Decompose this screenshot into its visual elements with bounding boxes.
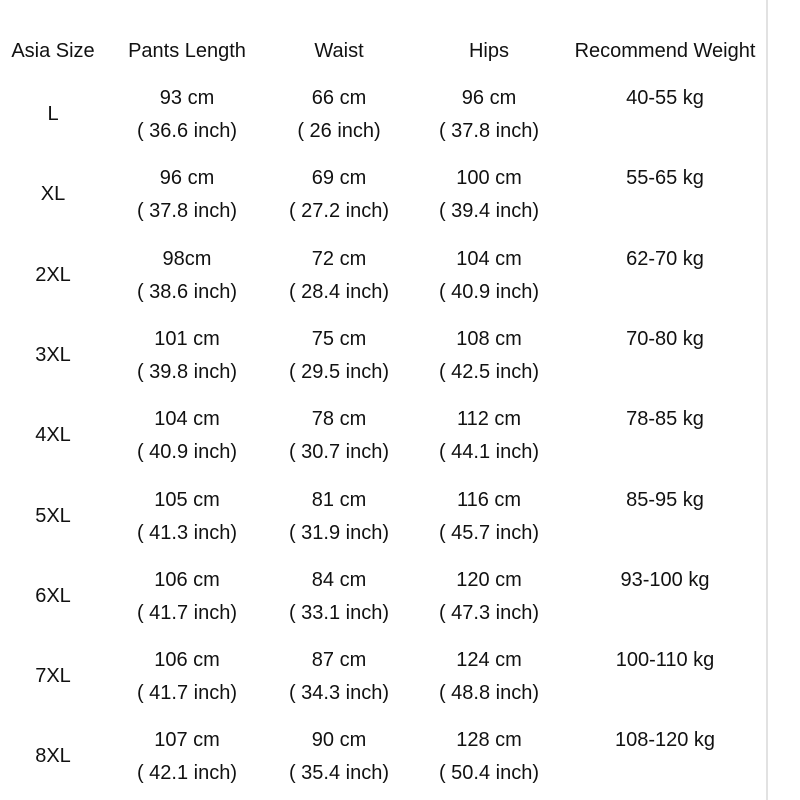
length-cell — [137, 724, 237, 790]
length-inch: ( 41.7 inch) — [136, 601, 238, 624]
waist-cm: 66 cm — [311, 87, 367, 109]
length-cm: 107 cm — [154, 729, 220, 752]
size-label: L — [47, 103, 59, 125]
table-row — [0, 724, 770, 794]
hips-inch: ( 50.4 inch) — [438, 762, 540, 785]
length-cell — [137, 484, 237, 550]
waist-inch: ( 35.4 inch) — [288, 762, 390, 785]
length-inch: ( 42.1 inch) — [136, 762, 238, 785]
header-asia-size: Asia Size — [11, 40, 95, 62]
waist-cell — [289, 403, 389, 469]
table-row — [0, 403, 770, 473]
length-cell — [137, 564, 237, 630]
waist-cell — [289, 323, 389, 389]
hips-cell — [439, 323, 539, 389]
table-row — [0, 243, 770, 313]
length-inch: ( 40.9 inch) — [136, 441, 238, 464]
waist-cell — [289, 564, 389, 630]
hips-inch: ( 40.9 inch) — [438, 280, 540, 303]
length-inch: ( 37.8 inch) — [136, 200, 238, 223]
hips-cm: 112 cm — [456, 408, 522, 431]
size-label: XL — [40, 183, 66, 206]
waist-cell — [289, 724, 389, 790]
waist-cm: 75 cm — [311, 327, 367, 350]
header-recommend-weight: Recommend Weight — [574, 40, 756, 62]
header-pants-length: Pants Length — [128, 40, 246, 62]
length-cm: 93 cm — [159, 87, 215, 109]
size-label: 7XL — [35, 665, 71, 688]
hips-inch: ( 45.7 inch) — [438, 521, 540, 544]
waist-cm: 81 cm — [311, 488, 367, 511]
recommend-weight: 93-100 kg — [620, 568, 710, 591]
recommend-weight: 100-110 kg — [615, 649, 715, 672]
size-label: 6XL — [35, 584, 71, 607]
length-cell — [137, 162, 237, 228]
length-cm: 101 cm — [154, 327, 220, 350]
waist-inch: ( 33.1 inch) — [288, 601, 390, 624]
table-row — [0, 323, 770, 393]
waist-inch: ( 28.4 inch) — [288, 280, 390, 303]
waist-cell — [297, 82, 380, 148]
hips-inch: ( 48.8 inch) — [438, 682, 540, 705]
size-label: 5XL — [35, 504, 71, 527]
hips-cell — [439, 644, 539, 710]
hips-cell — [439, 162, 539, 228]
recommend-weight: 62-70 kg — [626, 247, 704, 270]
hips-cell — [439, 82, 539, 148]
hips-cm: 116 cm — [456, 488, 522, 511]
hips-cell — [439, 724, 539, 790]
hips-cm: 104 cm — [456, 247, 522, 270]
length-cm: 105 cm — [154, 488, 220, 511]
waist-cell — [289, 644, 389, 710]
length-cell — [137, 243, 237, 309]
waist-cm: 87 cm — [311, 649, 367, 672]
table-row — [0, 82, 770, 152]
waist-inch: ( 31.9 inch) — [288, 521, 390, 544]
hips-inch: ( 37.8 inch) — [438, 120, 540, 142]
size-label: 2XL — [35, 263, 71, 286]
hips-cell — [439, 403, 539, 469]
hips-cell — [439, 564, 539, 630]
hips-inch: ( 47.3 inch) — [438, 601, 540, 624]
hips-inch: ( 44.1 inch) — [438, 441, 540, 464]
size-label: 3XL — [35, 343, 71, 366]
hips-cm: 108 cm — [456, 327, 522, 350]
waist-cell — [289, 484, 389, 550]
waist-inch: ( 27.2 inch) — [288, 200, 390, 223]
header-hips: Hips — [468, 40, 510, 62]
hips-cm: 120 cm — [456, 568, 522, 591]
hips-cell — [439, 243, 539, 309]
length-inch: ( 38.6 inch) — [136, 280, 238, 303]
header-waist: Waist — [314, 40, 364, 62]
waist-cell — [289, 162, 389, 228]
length-inch: ( 41.7 inch) — [136, 682, 238, 705]
hips-cm: 128 cm — [456, 729, 522, 752]
length-cm: 106 cm — [154, 649, 220, 672]
recommend-weight: 55-65 kg — [626, 167, 704, 190]
waist-inch: ( 34.3 inch) — [288, 682, 390, 705]
recommend-weight: 85-95 kg — [626, 488, 704, 511]
hips-cm: 96 cm — [461, 87, 517, 109]
length-cm: 96 cm — [159, 167, 215, 190]
table-header — [0, 35, 770, 67]
waist-cm: 78 cm — [311, 408, 367, 431]
table-row — [0, 644, 770, 714]
waist-cm: 90 cm — [311, 729, 367, 752]
length-inch: ( 41.3 inch) — [136, 521, 238, 544]
recommend-weight: 108-120 kg — [614, 729, 716, 752]
recommend-weight: 70-80 kg — [626, 327, 704, 350]
waist-inch: ( 29.5 inch) — [288, 360, 390, 383]
table-row — [0, 564, 770, 634]
length-inch: ( 36.6 inch) — [136, 120, 238, 142]
hips-inch: ( 39.4 inch) — [438, 200, 540, 223]
length-cm: 104 cm — [154, 408, 220, 431]
hips-cell — [439, 484, 539, 550]
size-label: 4XL — [35, 424, 71, 447]
length-cell — [137, 644, 237, 710]
length-cell — [137, 403, 237, 469]
waist-cm: 69 cm — [311, 167, 367, 190]
table-row — [0, 162, 770, 232]
hips-inch: ( 42.5 inch) — [438, 360, 540, 383]
length-cm: 98cm — [162, 247, 212, 270]
size-label: 8XL — [35, 745, 71, 768]
table-row — [0, 484, 770, 554]
length-inch: ( 39.8 inch) — [136, 360, 238, 383]
waist-cm: 72 cm — [311, 247, 367, 270]
length-cell — [137, 323, 237, 389]
waist-inch: ( 26 inch) — [297, 120, 381, 142]
recommend-weight: 78-85 kg — [626, 408, 704, 431]
waist-cell — [289, 243, 389, 309]
hips-cm: 100 cm — [456, 167, 522, 190]
waist-inch: ( 30.7 inch) — [288, 441, 390, 464]
length-cell — [137, 82, 237, 148]
waist-cm: 84 cm — [311, 568, 367, 591]
recommend-weight: 40-55 kg — [626, 87, 704, 109]
hips-cm: 124 cm — [456, 649, 522, 672]
length-cm: 106 cm — [154, 568, 220, 591]
